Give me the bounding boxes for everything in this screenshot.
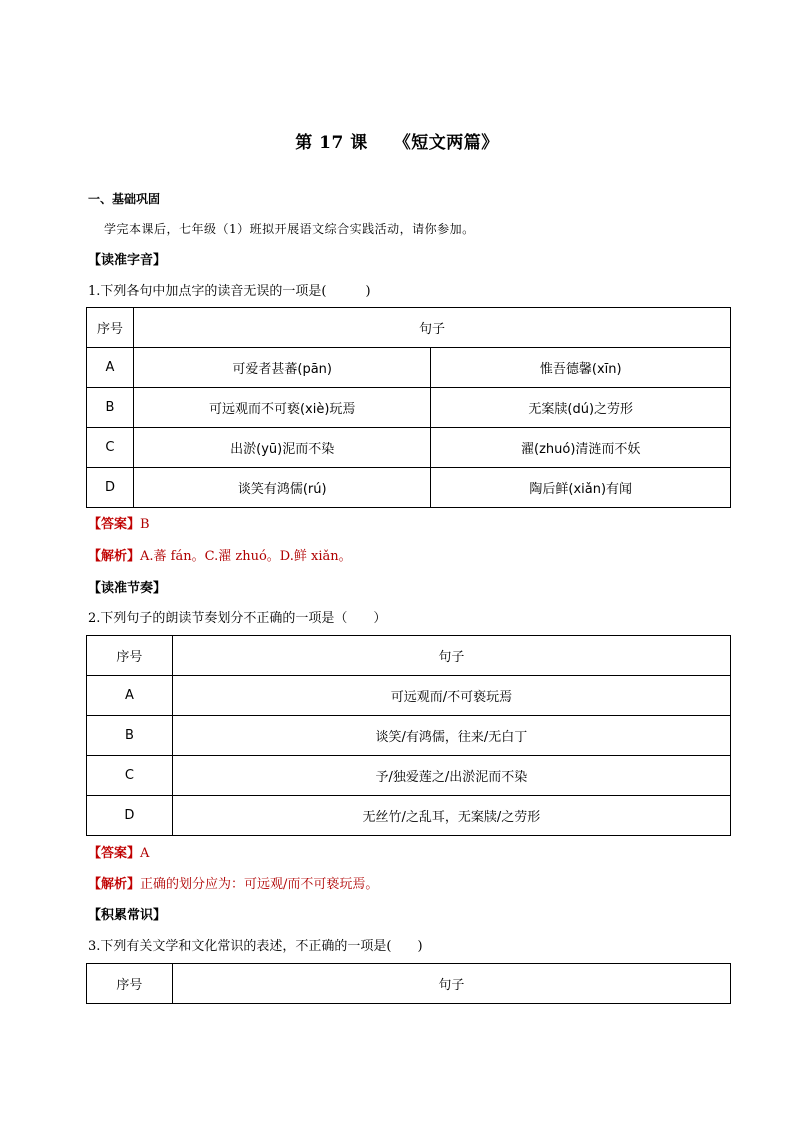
lesson-number: 第 17 课 — [295, 133, 368, 153]
analysis-label: 【解析】 — [88, 877, 141, 892]
option-id: B — [87, 716, 173, 756]
table-row — [87, 348, 731, 388]
answer-value: A — [140, 846, 150, 861]
question-3-table — [86, 963, 731, 1004]
option-id: C — [87, 756, 173, 796]
option-cell: 谈笑/有鸿儒，往来/无白丁 — [172, 716, 730, 756]
option-cell: 可远观而不可亵(xiè)玩焉 — [133, 388, 431, 428]
table-row — [87, 468, 731, 508]
option-id: B — [87, 388, 134, 428]
option-cell: 谈笑有鸿儒(rú) — [133, 468, 431, 508]
lesson-name: 《短文两篇》 — [393, 133, 499, 153]
question-1-table — [86, 307, 731, 508]
analysis-text: A.蕃 fán。C.濯 zhuó。D.鲜 xiǎn。 — [140, 549, 352, 564]
analysis-1 — [88, 548, 352, 566]
intro-text: 学完本课后，七年级（1）班拟开展语文综合实践活动，请你参加。 — [104, 222, 475, 236]
option-id: A — [87, 676, 173, 716]
option-cell: 出淤(yū)泥而不染 — [133, 428, 431, 468]
subheading-pronunciation: 【读准字音】 — [88, 253, 167, 268]
table-row — [87, 308, 731, 348]
option-cell: 可爱者甚蕃(pān) — [133, 348, 431, 388]
analysis-label: 【解析】 — [88, 549, 141, 564]
table-row — [87, 716, 731, 756]
answer-1 — [88, 516, 150, 534]
answer-value: B — [140, 517, 150, 532]
question-1: 1.下列各句中加点字的读音无误的一项是( ) — [88, 284, 371, 299]
option-cell: 陶后鲜(xiǎn)有闻 — [431, 468, 731, 508]
option-id: D — [87, 796, 173, 836]
section-heading: 一、基础巩固 — [88, 192, 161, 206]
table-header-cell: 句子 — [133, 308, 730, 348]
answer-label: 【答案】 — [88, 846, 141, 861]
page-title — [0, 128, 794, 153]
analysis-2 — [88, 876, 378, 894]
table-header-cell: 序号 — [87, 964, 173, 1004]
question-3: 3.下列有关文学和文化常识的表述，不正确的一项是( ) — [88, 939, 423, 954]
option-cell: 予/独爱莲之/出淤泥而不染 — [172, 756, 730, 796]
table-row — [87, 796, 731, 836]
option-cell: 濯(zhuó)清涟而不妖 — [431, 428, 731, 468]
table-row — [87, 964, 731, 1004]
option-id: A — [87, 348, 134, 388]
question-2-table — [86, 635, 731, 836]
table-row — [87, 676, 731, 716]
option-cell: 惟吾德馨(xīn) — [431, 348, 731, 388]
option-cell: 无丝竹/之乱耳，无案牍/之劳形 — [172, 796, 730, 836]
table-row — [87, 428, 731, 468]
answer-2 — [88, 845, 149, 863]
table-row — [87, 388, 731, 428]
answer-label: 【答案】 — [88, 517, 141, 532]
option-id: D — [87, 468, 134, 508]
option-cell: 无案牍(dú)之劳形 — [431, 388, 731, 428]
subheading-knowledge: 【积累常识】 — [88, 908, 167, 923]
option-id: C — [87, 428, 134, 468]
table-header-cell: 句子 — [172, 636, 730, 676]
analysis-text: 正确的划分应为：可远观/而不可亵玩焉。 — [140, 877, 379, 892]
subheading-rhythm: 【读准节奏】 — [88, 581, 167, 596]
table-row — [87, 636, 731, 676]
table-header-cell: 序号 — [87, 636, 173, 676]
question-2: 2.下列句子的朗读节奏划分不正确的一项是（ ） — [88, 611, 387, 626]
table-header-cell: 序号 — [87, 308, 134, 348]
option-cell: 可远观而/不可亵玩焉 — [172, 676, 730, 716]
table-header-cell: 句子 — [172, 964, 730, 1004]
table-row — [87, 756, 731, 796]
